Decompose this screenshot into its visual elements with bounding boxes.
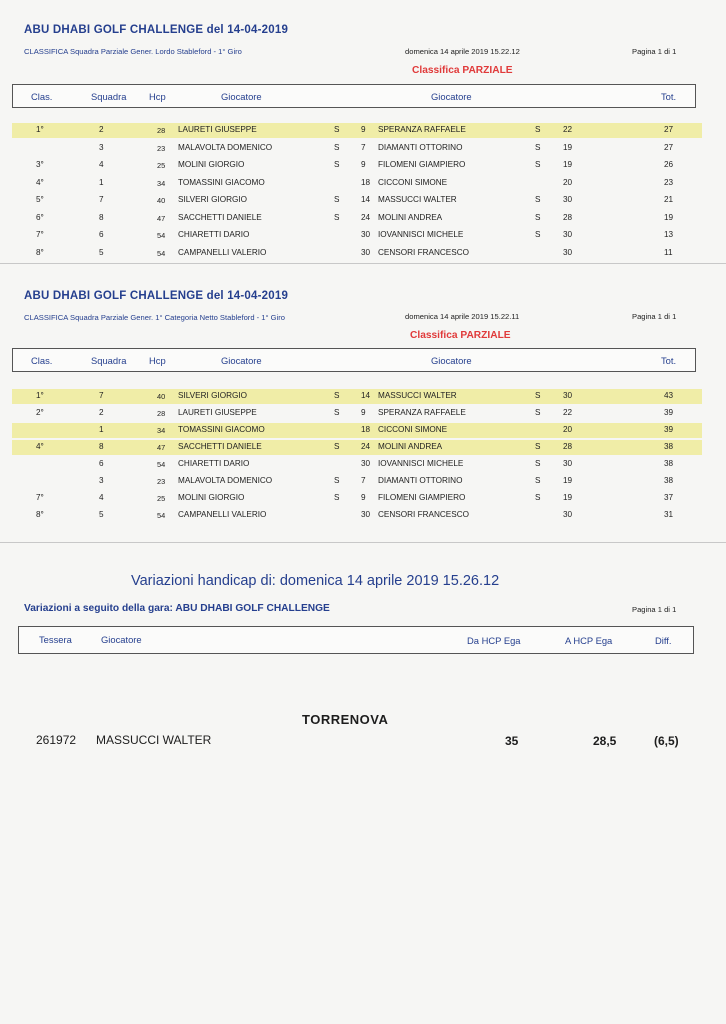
cell-h2: 9 — [361, 493, 366, 502]
diff-value: (6,5) — [654, 734, 679, 748]
sheet-date: domenica 14 aprile 2019 15.22.11 — [405, 312, 520, 321]
cell-g1: MALAVOLTA DOMENICO — [178, 476, 273, 485]
cell-squadra: 2 — [99, 125, 104, 134]
sheet-subtitle: CLASSIFICA Squadra Parziale Gener. 1° Categoria Netto Stableford - 1° Giro — [24, 313, 286, 322]
cell-h2: 14 — [361, 195, 371, 204]
cell-h2: 30 — [361, 247, 371, 257]
cell-hcp: 54 — [157, 231, 166, 240]
cell-g1: SACCHETTI DANIELE — [178, 442, 262, 451]
col-clas: Clas. — [31, 355, 53, 366]
cell-tot: 13 — [664, 230, 674, 239]
row-highlight — [12, 423, 702, 438]
table-row — [12, 389, 702, 404]
cell-clas: 4° — [36, 177, 44, 187]
col-hcp: Hcp — [149, 355, 166, 366]
cell-tot: 39 — [664, 425, 674, 434]
cell-hcp: 25 — [157, 161, 166, 170]
cell-s1: S — [334, 391, 340, 400]
cell-squadra: 3 — [99, 142, 104, 152]
cell-clas: 7° — [36, 230, 44, 239]
cell-p2: 20 — [563, 425, 573, 434]
cell-g2: SPERANZA RAFFAELE — [378, 125, 466, 134]
table-header — [12, 348, 696, 372]
cell-g2: FILOMENI GIAMPIERO — [378, 493, 466, 502]
cell-g1: SACCHETTI DANIELE — [178, 212, 262, 222]
cell-g2: IOVANNISCI MICHELE — [378, 459, 464, 468]
cell-g1: TOMASSINI GIACOMO — [178, 177, 265, 187]
cell-g1: CHIARETTI DARIO — [178, 230, 250, 239]
cell-h2: 7 — [361, 142, 366, 152]
cell-hcp: 54 — [157, 248, 166, 258]
cell-s1: S — [334, 195, 340, 204]
tessera-value: 261972 — [36, 733, 77, 747]
table-row — [12, 440, 702, 455]
cell-p2: 19 — [563, 476, 573, 485]
cell-h2: 18 — [361, 425, 371, 434]
cell-squadra: 4 — [99, 160, 104, 169]
cell-clas: 2° — [36, 408, 44, 417]
cell-squadra: 1 — [99, 177, 104, 187]
sheet-title: ABU DHABI GOLF CHALLENGE del 14-04-2019 — [24, 290, 289, 302]
cell-g1: MOLINI GIORGIO — [178, 160, 245, 169]
cell-hcp: 34 — [157, 178, 166, 188]
cell-g1: LAURETI GIUSEPPE — [178, 125, 257, 134]
cell-p2: 22 — [563, 408, 573, 417]
cell-g2: IOVANNISCI MICHELE — [378, 230, 464, 239]
col-tessera: Tessera — [39, 634, 72, 645]
cell-tot: 21 — [664, 195, 674, 204]
col-a-hcp: A HCP Ega — [565, 635, 613, 646]
cell-tot: 43 — [664, 391, 674, 400]
cell-g2: CENSORI FRANCESCO — [378, 510, 469, 519]
table-row — [12, 474, 702, 489]
cell-s2: S — [535, 230, 541, 239]
cell-tot: 38 — [664, 459, 674, 468]
cell-squadra: 8 — [99, 212, 104, 222]
sheet-title: ABU DHABI GOLF CHALLENGE del 14-04-2019 — [24, 24, 289, 36]
cell-h2: 14 — [361, 391, 371, 400]
cell-g2: CENSORI FRANCESCO — [378, 247, 469, 257]
cell-tot: 23 — [664, 177, 674, 187]
cell-hcp: 25 — [157, 494, 166, 503]
cell-tot: 38 — [664, 442, 674, 451]
cell-h2: 9 — [361, 125, 366, 134]
table-row — [12, 508, 702, 523]
cell-hcp: 28 — [157, 126, 166, 135]
cell-squadra: 5 — [99, 247, 104, 257]
cell-p2: 19 — [563, 493, 573, 502]
cell-tot: 38 — [664, 476, 674, 485]
club-name: TORRENOVA — [302, 712, 389, 727]
cell-s2: S — [535, 408, 541, 417]
cell-p2: 20 — [563, 177, 573, 187]
cell-clas: 6° — [36, 212, 44, 222]
cell-g2: FILOMENI GIAMPIERO — [378, 160, 466, 169]
cell-tot: 11 — [664, 247, 673, 257]
cell-squadra: 8 — [99, 442, 104, 451]
cell-h2: 9 — [361, 408, 366, 417]
cell-g2: MOLINI ANDREA — [378, 212, 443, 222]
cell-squadra: 7 — [99, 195, 104, 204]
cell-s1: S — [334, 160, 340, 169]
cell-s2: S — [535, 459, 541, 468]
cell-g2: CICCONI SIMONE — [378, 177, 448, 187]
cell-squadra: 6 — [99, 459, 104, 468]
cell-g2: DIAMANTI OTTORINO — [378, 476, 463, 485]
col-hcp: Hcp — [149, 91, 166, 102]
table-row — [12, 406, 702, 421]
player-name: MASSUCCI WALTER — [96, 733, 212, 747]
col-giocatore-2: Giocatore — [431, 91, 472, 102]
col-giocatore-1: Giocatore — [221, 91, 262, 102]
col-giocatore: Giocatore — [101, 634, 142, 645]
cell-hcp: 54 — [157, 511, 166, 520]
cell-clas: 8° — [36, 247, 44, 257]
variations-title: Variazioni handicap di: domenica 14 aprile 2019 15.26.12 — [131, 573, 500, 589]
cell-squadra: 5 — [99, 510, 104, 519]
cell-p2: 19 — [563, 160, 573, 169]
cell-squadra: 7 — [99, 391, 104, 400]
col-tot: Tot. — [661, 355, 677, 366]
a-hcp-value: 28,5 — [593, 734, 617, 748]
cell-s1: S — [334, 493, 340, 502]
cell-g2: MOLINI ANDREA — [378, 442, 443, 451]
cell-clas: 1° — [36, 391, 44, 400]
cell-g2: MASSUCCI WALTER — [378, 195, 457, 204]
cell-clas: 7° — [36, 493, 44, 502]
cell-p2: 30 — [563, 459, 573, 468]
cell-s1: S — [334, 476, 340, 485]
cell-s2: S — [535, 442, 541, 451]
cell-hcp: 34 — [157, 426, 166, 435]
cell-g2: DIAMANTI OTTORINO — [378, 142, 463, 152]
col-tot: Tot. — [661, 91, 677, 102]
cell-hcp: 54 — [157, 460, 166, 469]
cell-squadra: 4 — [99, 493, 104, 502]
cell-p2: 30 — [563, 195, 573, 204]
cell-h2: 7 — [361, 476, 366, 485]
cell-s2: S — [535, 391, 541, 400]
cell-g1: CHIARETTI DARIO — [178, 459, 250, 468]
cell-tot: 26 — [664, 160, 674, 169]
cell-g1: SILVERI GIORGIO — [178, 195, 248, 204]
cell-s2: S — [535, 160, 541, 169]
cell-h2: 24 — [361, 212, 371, 222]
cell-tot: 19 — [664, 212, 674, 222]
da-hcp-value: 35 — [505, 734, 519, 748]
cell-h2: 30 — [361, 230, 371, 239]
sheet-date: domenica 14 aprile 2019 15.22.12 — [405, 47, 520, 56]
col-squadra: Squadra — [91, 355, 127, 366]
cell-g1: SILVERI GIORGIO — [178, 391, 248, 400]
cell-s1: S — [334, 212, 340, 222]
cell-s1: S — [334, 442, 340, 451]
cell-hcp: 47 — [157, 213, 166, 223]
cell-squadra: 6 — [99, 230, 104, 239]
cell-squadra: 2 — [99, 408, 104, 417]
cell-clas: 5° — [36, 195, 44, 204]
cell-s2: S — [535, 212, 541, 222]
sheet-page: Pagina 1 di 1 — [632, 312, 677, 321]
col-giocatore-2: Giocatore — [431, 355, 472, 366]
cell-hcp: 23 — [157, 143, 166, 153]
cell-g1: MOLINI GIORGIO — [178, 493, 245, 502]
cell-g1: CAMPANELLI VALERIO — [178, 510, 267, 519]
cell-squadra: 1 — [99, 425, 104, 434]
cell-s2: S — [535, 476, 541, 485]
cell-tot: 27 — [664, 142, 674, 152]
cell-p2: 30 — [563, 510, 573, 519]
table-row — [12, 423, 702, 438]
cell-clas: 1° — [36, 125, 44, 134]
cell-g1: MALAVOLTA DOMENICO — [178, 142, 273, 152]
col-squadra: Squadra — [91, 91, 127, 102]
variations-header — [18, 626, 694, 654]
variations-subtitle: Variazioni a seguito della gara: ABU DHABI GOLF CHALLENGE — [24, 603, 330, 614]
col-clas: Clas. — [31, 91, 53, 102]
ranking-label: Classifica PARZIALE — [412, 65, 513, 76]
cell-s1: S — [334, 142, 340, 152]
cell-p2: 30 — [563, 391, 573, 400]
row-highlight — [12, 440, 702, 455]
ranking-label: Classifica PARZIALE — [410, 330, 511, 341]
cell-g1: TOMASSINI GIACOMO — [178, 425, 265, 434]
cell-hcp: 47 — [157, 443, 166, 452]
col-diff: Diff. — [655, 635, 672, 646]
cell-hcp: 28 — [157, 409, 166, 418]
cell-h2: 18 — [361, 177, 371, 187]
cell-p2: 30 — [563, 230, 573, 239]
cell-tot: 37 — [664, 493, 674, 502]
cell-h2: 24 — [361, 442, 371, 451]
cell-g1: CAMPANELLI VALERIO — [178, 247, 267, 257]
variations-page: Pagina 1 di 1 — [632, 605, 677, 614]
cell-clas: 8° — [36, 510, 44, 519]
cell-h2: 30 — [361, 510, 371, 519]
cell-g1: LAURETI GIUSEPPE — [178, 408, 257, 417]
table-row — [12, 457, 702, 472]
cell-hcp: 40 — [157, 196, 166, 205]
cell-g2: MASSUCCI WALTER — [378, 391, 457, 400]
cell-h2: 9 — [361, 160, 366, 169]
cell-hcp: 23 — [157, 477, 166, 486]
sheet-page: Pagina 1 di 1 — [632, 47, 677, 56]
cell-p2: 19 — [563, 142, 573, 152]
cell-g2: CICCONI SIMONE — [378, 425, 448, 434]
cell-p2: 28 — [563, 212, 573, 222]
cell-hcp: 40 — [157, 392, 166, 401]
cell-s2: S — [535, 493, 541, 502]
row-highlight — [12, 389, 702, 404]
cell-s2: S — [535, 125, 541, 134]
col-da-hcp: Da HCP Ega — [467, 635, 521, 646]
cell-g2: SPERANZA RAFFAELE — [378, 408, 466, 417]
cell-s1: S — [334, 408, 340, 417]
cell-p2: 30 — [563, 247, 573, 257]
cell-squadra: 3 — [99, 476, 104, 485]
col-giocatore-1: Giocatore — [221, 355, 262, 366]
cell-tot: 39 — [664, 408, 674, 417]
cell-tot: 31 — [664, 510, 674, 519]
cell-clas: 3° — [36, 160, 44, 169]
cell-h2: 30 — [361, 459, 371, 468]
cell-clas: 4° — [36, 442, 44, 451]
cell-p2: 28 — [563, 442, 573, 451]
sheet-subtitle: CLASSIFICA Squadra Parziale Gener. Lordo Stableford - 1° Giro — [24, 47, 242, 56]
cell-s2: S — [535, 142, 541, 152]
cell-s2: S — [535, 195, 541, 204]
cell-tot: 27 — [664, 125, 674, 134]
table-row — [12, 491, 702, 506]
cell-p2: 22 — [563, 125, 573, 134]
cell-s1: S — [334, 125, 340, 134]
page-divider — [0, 542, 726, 543]
